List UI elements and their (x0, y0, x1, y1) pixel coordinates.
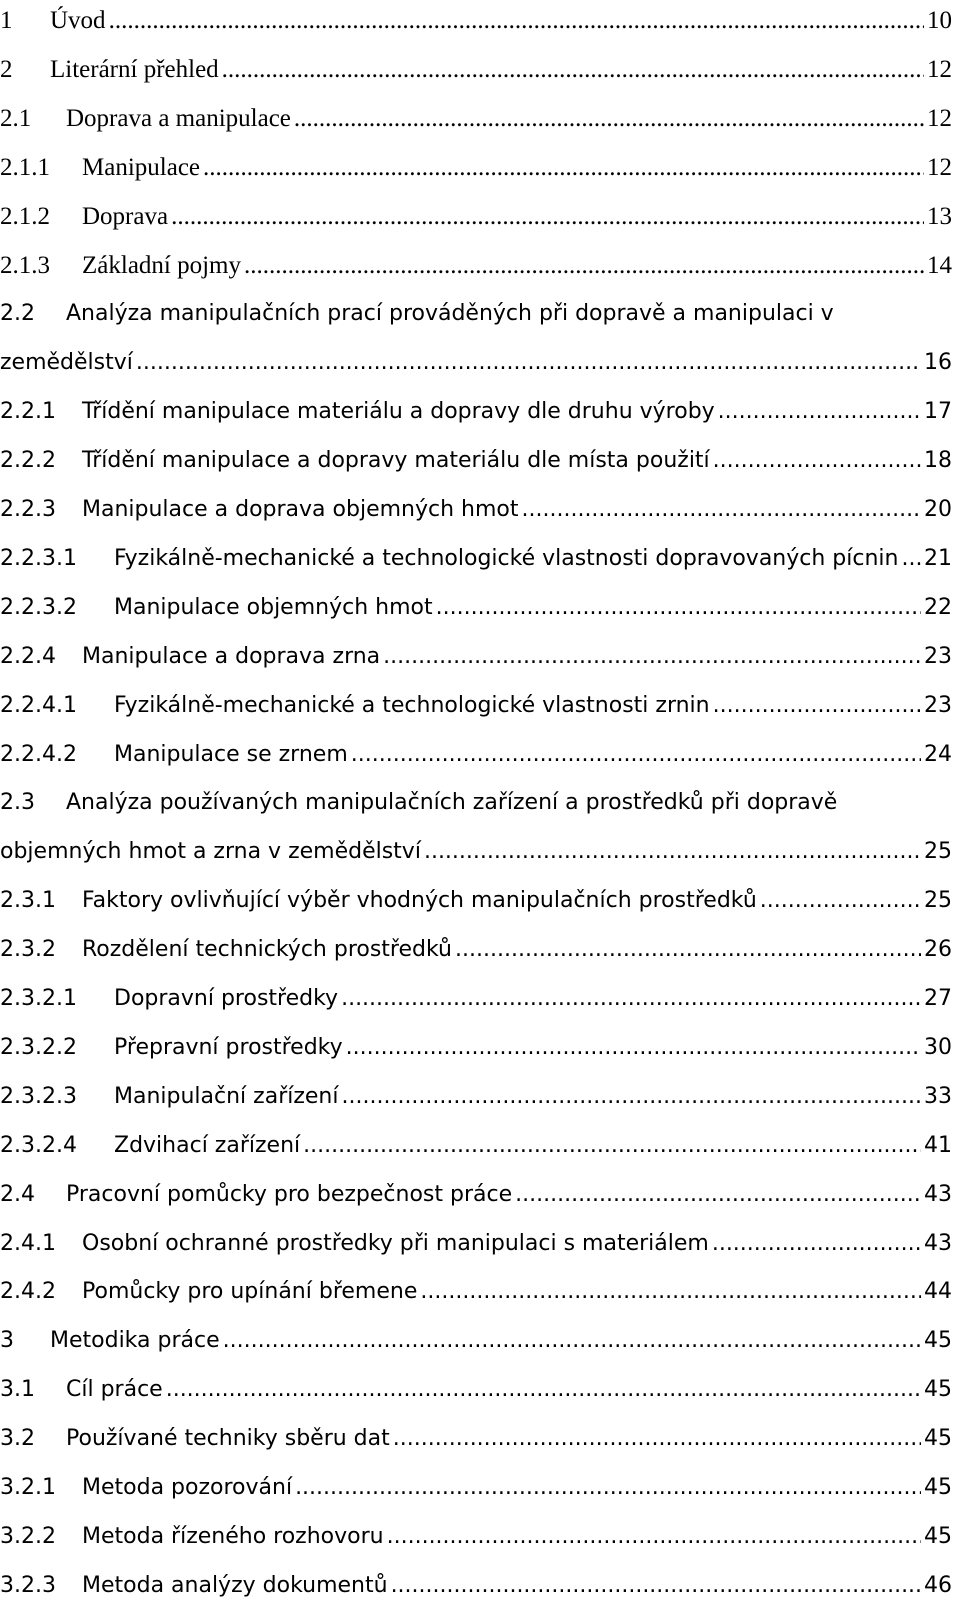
toc-entry[interactable] (0, 1569, 952, 1603)
toc-entry-number: 2.2.4.2 (0, 741, 77, 767)
toc-entry-title: Pomůcky pro upínání břemene (82, 1279, 418, 1305)
toc-entry-title: Třídění manipulace a dopravy materiálu dle místa použití (82, 448, 710, 474)
toc-dot-leader (223, 1324, 921, 1358)
toc-entry-title: Manipulační zařízení (114, 1083, 339, 1109)
toc-entry-number: 2.1.1 (0, 153, 50, 181)
toc-entry[interactable] (0, 1373, 952, 1407)
toc-dot-leader (522, 493, 922, 527)
toc-entry-page: 21 (924, 545, 952, 571)
toc-dot-leader (383, 640, 921, 674)
toc-entry-number: 2.4.2 (0, 1279, 56, 1305)
toc-entry-title: Manipulace a doprava objemných hmot (82, 497, 519, 522)
toc-entry-number: 2 (0, 55, 13, 83)
toc-entry-page: 20 (924, 497, 952, 522)
toc-dot-leader (391, 1569, 921, 1603)
toc-dot-leader (713, 689, 921, 723)
toc-entry-page: 14 (927, 251, 952, 279)
toc-entry-continuation[interactable] (0, 346, 952, 380)
toc-dot-leader (515, 1178, 921, 1212)
toc-entry-number: 2.1.2 (0, 202, 50, 230)
toc-entry-title: Doprava (82, 202, 169, 230)
toc-entry[interactable] (0, 297, 952, 331)
toc-entry-page: 17 (924, 399, 952, 425)
toc-dot-leader (901, 542, 921, 576)
toc-entry-number: 2.2.3.2 (0, 594, 77, 620)
toc-entry-page: 45 (924, 1475, 952, 1500)
toc-entry-title: Rozdělení technických prostředků (82, 937, 453, 963)
toc-entry[interactable] (0, 689, 952, 723)
toc-entry-title: Manipulace se zrnem (114, 741, 348, 767)
toc-entry[interactable] (0, 53, 952, 87)
toc-entry[interactable] (0, 444, 952, 478)
toc-entry-number: 2.2.4.1 (0, 692, 77, 718)
toc-entry-number: 2.2.1 (0, 399, 56, 425)
toc-entry-number: 2.1 (0, 104, 32, 132)
toc-dot-leader (222, 53, 924, 87)
toc-entry-page: 12 (927, 153, 952, 181)
toc-entry-page: 45 (924, 1523, 952, 1549)
toc-entry[interactable] (0, 542, 952, 576)
toc-entry-page: 26 (924, 937, 952, 963)
toc-entry[interactable] (0, 1227, 952, 1261)
toc-entry-page: 13 (927, 202, 952, 230)
toc-dot-leader (109, 4, 924, 38)
toc-entry-number: 2.2.4 (0, 643, 56, 669)
toc-entry-page: 46 (924, 1572, 952, 1598)
toc-dot-leader (294, 102, 924, 136)
toc-entry[interactable] (0, 1471, 952, 1505)
toc-entry[interactable] (0, 493, 952, 527)
toc-entry-page: 44 (924, 1279, 952, 1305)
toc-dot-leader (166, 1373, 921, 1407)
toc-dot-leader (303, 1129, 921, 1163)
toc-dot-leader (393, 1422, 921, 1456)
toc-entry-number: 3 (0, 1328, 14, 1354)
toc-entry[interactable] (0, 884, 952, 918)
toc-entry-page: 30 (924, 1034, 952, 1060)
toc-entry-title: Přepravní prostředky (114, 1034, 343, 1060)
toc-entry-number: 2.1.3 (0, 251, 50, 279)
toc-dot-leader (346, 1031, 921, 1065)
toc-dot-leader (455, 933, 921, 967)
toc-entry-number: 3.2.3 (0, 1572, 56, 1598)
toc-entry-page: 23 (924, 643, 952, 669)
toc-entry-title: Cíl práce (66, 1377, 163, 1403)
toc-entry[interactable] (0, 738, 952, 772)
toc-entry-page: 23 (924, 692, 952, 718)
toc-dot-leader (712, 1227, 921, 1261)
toc-entry-title: Metoda řízeného rozhovoru (82, 1523, 384, 1549)
toc-entry-page: 12 (927, 55, 952, 83)
toc-entry-number: 2.2.3.1 (0, 545, 77, 571)
toc-dot-leader (351, 738, 921, 772)
toc-entry-number: 3.1 (0, 1377, 35, 1403)
toc-entry-title: Fyzikálně-mechanické a technologické vlastnosti dopravovaných pícnin (114, 545, 899, 571)
toc-entry[interactable] (0, 1275, 952, 1309)
toc-entry-title: Metodika práce (50, 1328, 220, 1354)
toc-entry[interactable] (0, 591, 952, 625)
toc-dot-leader (387, 1520, 921, 1554)
toc-entry-page: 25 (924, 839, 952, 865)
toc-entry-page: 25 (924, 888, 952, 914)
toc-entry-title: Osobní ochranné prostředky při manipulaci s materiálem (82, 1230, 709, 1256)
toc-entry-number: 3.2.1 (0, 1475, 56, 1500)
toc-entry-page: 41 (924, 1132, 952, 1158)
toc-entry-number: 3.2.2 (0, 1523, 56, 1549)
toc-entry-title: Metoda analýzy dokumentů (82, 1572, 388, 1598)
toc-entry[interactable] (0, 640, 952, 674)
toc-entry[interactable] (0, 1178, 952, 1212)
toc-dot-leader (436, 591, 921, 625)
toc-entry-page: 45 (924, 1426, 952, 1452)
toc-entry-page: 43 (924, 1181, 952, 1207)
toc-dot-leader (341, 982, 921, 1016)
toc-entry-page: 18 (924, 448, 952, 474)
toc-dot-leader (295, 1471, 921, 1505)
toc-entry-title: Manipulace (82, 153, 201, 181)
toc-dot-leader (424, 835, 921, 869)
toc-entry-title: Pracovní pomůcky pro bezpečnost práce (66, 1181, 513, 1207)
toc-entry-title: Dopravní prostředky (114, 986, 339, 1011)
toc-entry-title: Literární přehled (50, 55, 219, 83)
toc-dot-leader (171, 200, 924, 234)
toc-dot-leader (244, 249, 924, 283)
toc-entry-title-continuation: objemných hmot a zrna v zemědělství (0, 839, 421, 865)
toc-entry-title: Analýza používaných manipulačních zařízení a prostředků při dopravě (66, 790, 838, 816)
toc-entry-title-continuation: zemědělství (0, 350, 133, 376)
toc-entry-number: 2.3.2.2 (0, 1034, 77, 1060)
toc-entry-page: 45 (924, 1377, 952, 1403)
toc-entry-page: 16 (924, 350, 952, 376)
toc-entry-title: Doprava a manipulace (66, 104, 291, 132)
toc-entry-number: 2.4 (0, 1181, 35, 1207)
toc-entry-number: 2.3.2 (0, 937, 56, 963)
toc-entry-title: Faktory ovlivňující výběr vhodných manipulačních prostředků (82, 888, 757, 914)
toc-entry-title: Třídění manipulace materiálu a dopravy dle druhu výroby (82, 399, 715, 425)
toc-dot-leader (203, 151, 924, 185)
toc-entry-title: Používané techniky sběru dat (66, 1426, 390, 1452)
toc-entry-number: 2.3.2.1 (0, 986, 77, 1011)
toc-entry[interactable] (0, 200, 952, 234)
toc-entry-page: 24 (924, 741, 952, 767)
toc-dot-leader (718, 395, 921, 429)
toc-entry-continuation[interactable] (0, 835, 952, 869)
toc-entry[interactable] (0, 982, 952, 1016)
toc-dot-leader (420, 1275, 921, 1309)
toc-dot-leader (136, 346, 921, 380)
toc-entry-number: 2.3.2.4 (0, 1132, 77, 1158)
toc-entry-title: Úvod (50, 7, 106, 34)
toc-entry-page: 12 (927, 104, 952, 132)
toc-entry-title: Základní pojmy (82, 251, 241, 279)
toc-entry[interactable] (0, 395, 952, 429)
toc-entry-page: 43 (924, 1230, 952, 1256)
toc-entry-title: Metoda pozorování (82, 1475, 293, 1500)
toc-entry-page: 10 (927, 7, 952, 34)
toc-entry-number: 2.3 (0, 790, 35, 816)
toc-entry-title: Fyzikálně-mechanické a technologické vlastnosti zrnin (114, 692, 710, 718)
toc-entry-page: 22 (924, 594, 952, 620)
toc-entry[interactable] (0, 1422, 952, 1456)
toc-dot-leader (713, 444, 921, 478)
toc-entry[interactable] (0, 1129, 952, 1163)
toc-entry[interactable] (0, 1031, 952, 1065)
toc-entry-number: 1 (0, 7, 13, 34)
toc-entry[interactable] (0, 1324, 952, 1358)
toc-entry-number: 2.3.1 (0, 888, 56, 914)
toc-entry-number: 2.3.2.3 (0, 1083, 77, 1109)
toc-entry[interactable] (0, 1080, 952, 1114)
toc-entry-title: Analýza manipulačních prací prováděných při dopravě a manipulaci v (66, 301, 834, 327)
toc-entry[interactable] (0, 933, 952, 967)
toc-entry[interactable] (0, 786, 952, 820)
toc-entry[interactable] (0, 4, 952, 38)
toc-dot-leader (760, 884, 921, 918)
toc-entry-page: 45 (924, 1328, 952, 1354)
toc-entry-page: 27 (924, 986, 952, 1011)
toc-entry-number: 2.2.3 (0, 497, 56, 522)
toc-entry[interactable] (0, 249, 952, 283)
toc-entry-number: 3.2 (0, 1426, 35, 1452)
toc-entry-title: Manipulace a doprava zrna (82, 643, 381, 669)
toc-dot-leader (342, 1080, 922, 1114)
toc-entry-number: 2.2 (0, 301, 35, 327)
toc-entry-title: Manipulace objemných hmot (114, 594, 433, 620)
toc-entry[interactable] (0, 151, 952, 185)
toc-entry-number: 2.4.1 (0, 1230, 56, 1256)
toc-entry-title: Zdvihací zařízení (114, 1132, 301, 1158)
toc-entry[interactable] (0, 102, 952, 136)
toc-entry[interactable] (0, 1520, 952, 1554)
toc-entry-page: 33 (924, 1083, 952, 1109)
toc-entry-number: 2.2.2 (0, 448, 56, 474)
